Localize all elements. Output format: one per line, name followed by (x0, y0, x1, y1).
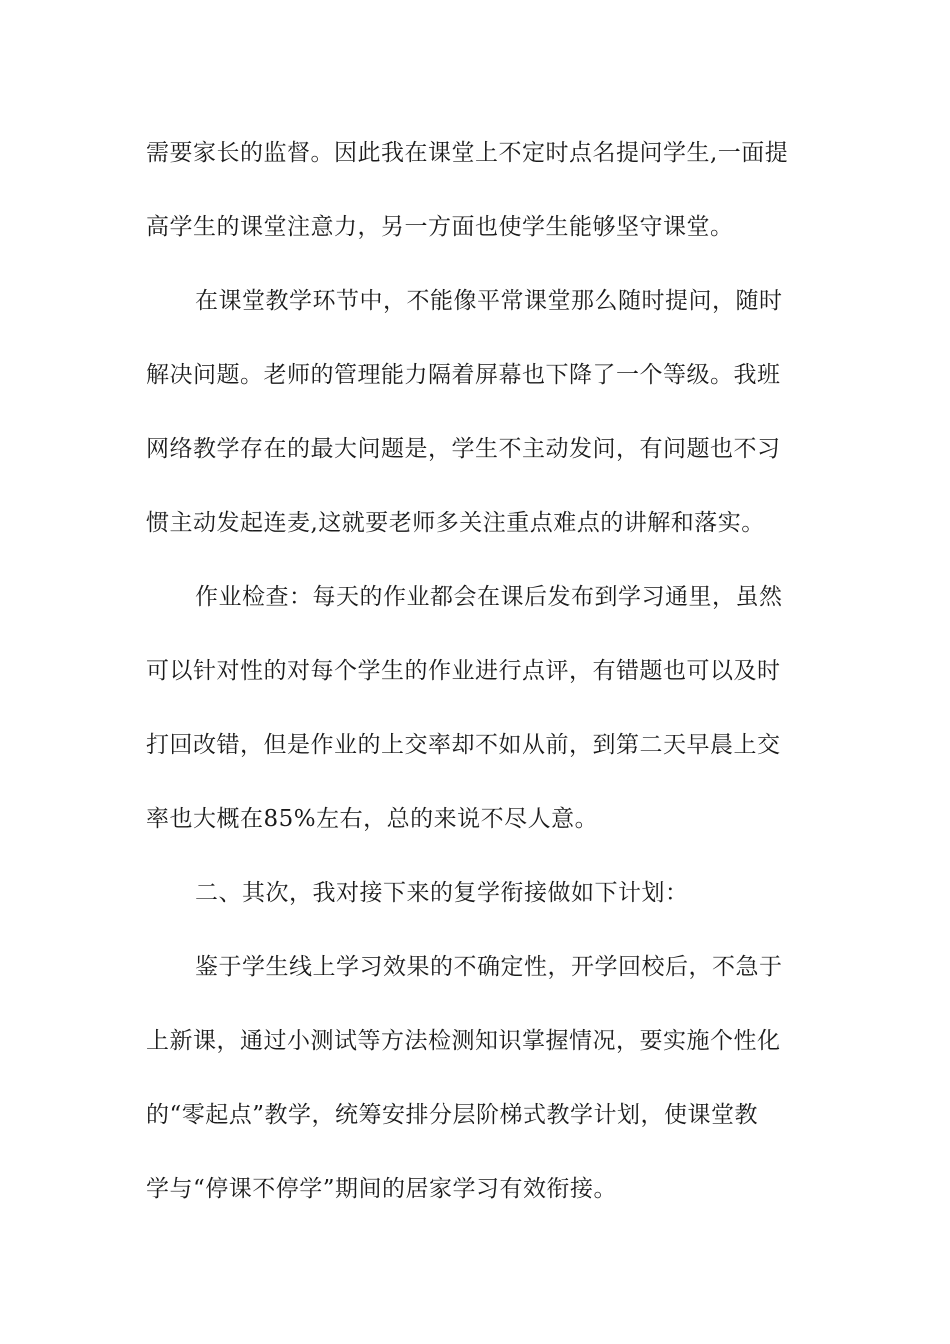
paragraph-line: 上新课，通过小测试等方法检测知识掌握情况，要实施个性化 (146, 1028, 781, 1054)
paragraph-line: 的“零起点”教学，统筹安排分层阶梯式教学计划，使课堂教 (146, 1102, 759, 1128)
paragraph-line: 鉴于学生线上学习效果的不确定性，开学回校后，不急于 (195, 954, 783, 980)
paragraph-line: 打回改错，但是作业的上交率却不如从前，到第二天早晨上交 (146, 732, 781, 758)
paragraph-line: 学与“停课不停学”期间的居家学习有效衔接。 (146, 1176, 618, 1202)
paragraph-line: 可以针对性的对每个学生的作业进行点评，有错题也可以及时 (146, 658, 781, 684)
paragraph-line: 需要家长的监督。因此我在课堂上不定时点名提问学生,一面提 (146, 140, 789, 166)
paragraph-line: 作业检查：每天的作业都会在课后发布到学习通里，虽然 (195, 584, 783, 610)
paragraph-line: 率也大概在85%左右，总的来说不尽人意。 (146, 806, 599, 832)
paragraph-line: 惯主动发起连麦,这就要老师多关注重点难点的讲解和落实。 (146, 510, 765, 536)
paragraph-line: 网络教学存在的最大问题是，学生不主动发问，有问题也不习 (146, 436, 781, 462)
section-heading: 二、其次，我对接下来的复学衔接做如下计划： (195, 880, 689, 906)
paragraph-line: 解决问题。老师的管理能力隔着屏幕也下降了一个等级。我班 (146, 362, 781, 388)
paragraph-line: 在课堂教学环节中，不能像平常课堂那么随时提问，随时 (195, 288, 783, 314)
paragraph-line: 高学生的课堂注意力，另一方面也使学生能够坚守课堂。 (146, 214, 734, 240)
